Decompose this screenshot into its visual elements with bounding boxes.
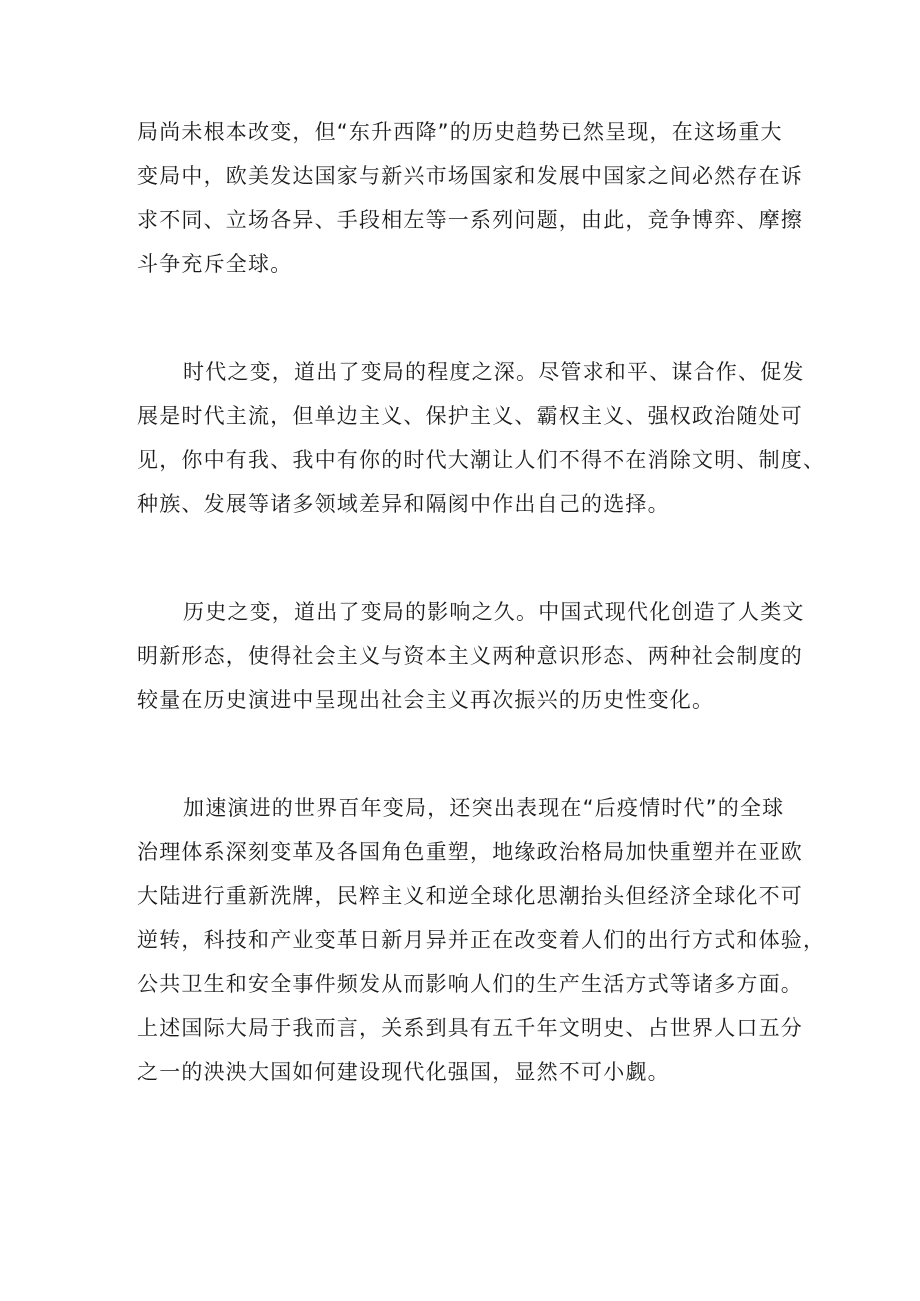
paragraph-line: 逆转，科技和产业变革日新月异并正在改变着人们的出行方式和体验， [137, 928, 826, 952]
paragraph-line: 种族、发展等诸多领域差异和隔阂中作出自己的选择。 [137, 492, 670, 516]
paragraph-line: 历史之变，道出了变局的影响之久。中国式现代化创造了人类文 [183, 600, 805, 624]
paragraph-change-of-history [137, 590, 803, 722]
paragraph-line: 公共卫生和安全事件频发从而影响人们的生产生活方式等诸多方面。 [137, 972, 803, 996]
paragraph-line: 加速演进的世界百年变局，还突出表现在“后疫情时代”的全球 [183, 796, 785, 820]
paragraph-line: 展是时代主流，但单边主义、保护主义、霸权主义、强权政治随处可 [137, 404, 803, 428]
paragraph-line: 上述国际大局于我而言，关系到具有五千年文明史、占世界人口五分 [137, 1016, 803, 1040]
paragraph-line: 斗争充斥全球。 [137, 252, 293, 276]
paragraph-line: 较量在历史演进中呈现出社会主义再次振兴的历史性变化。 [137, 688, 715, 712]
paragraph-line: 之一的泱泱大国如何建设现代化强国，显然不可小觑。 [137, 1060, 670, 1084]
paragraph-line: 变局中，欧美发达国家与新兴市场国家和发展中国家之间必然存在诉 [137, 164, 803, 188]
paragraph-change-of-era [137, 350, 826, 526]
paragraph-line: 时代之变，道出了变局的程度之深。尽管求和平、谋合作、促发 [183, 360, 805, 384]
paragraph-accelerating-change [137, 786, 826, 1094]
paragraph-global-situation [137, 110, 803, 286]
paragraph-line: 局尚未根本改变，但“东升西降”的历史趋势已然呈现，在这场重大 [137, 120, 783, 144]
paragraph-line: 明新形态，使得社会主义与资本主义两种意识形态、两种社会制度的 [137, 644, 803, 668]
paragraph-line: 见，你中有我、我中有你的时代大潮让人们不得不在消除文明、制度、 [137, 448, 826, 472]
paragraph-line: 求不同、立场各异、手段相左等一系列问题，由此，竞争博弈、摩擦 [137, 208, 803, 232]
paragraph-line: 大陆进行重新洗牌，民粹主义和逆全球化思潮抬头但经济全球化不可 [137, 884, 803, 908]
paragraph-line: 治理体系深刻变革及各国角色重塑，地缘政治格局加快重塑并在亚欧 [137, 840, 803, 864]
